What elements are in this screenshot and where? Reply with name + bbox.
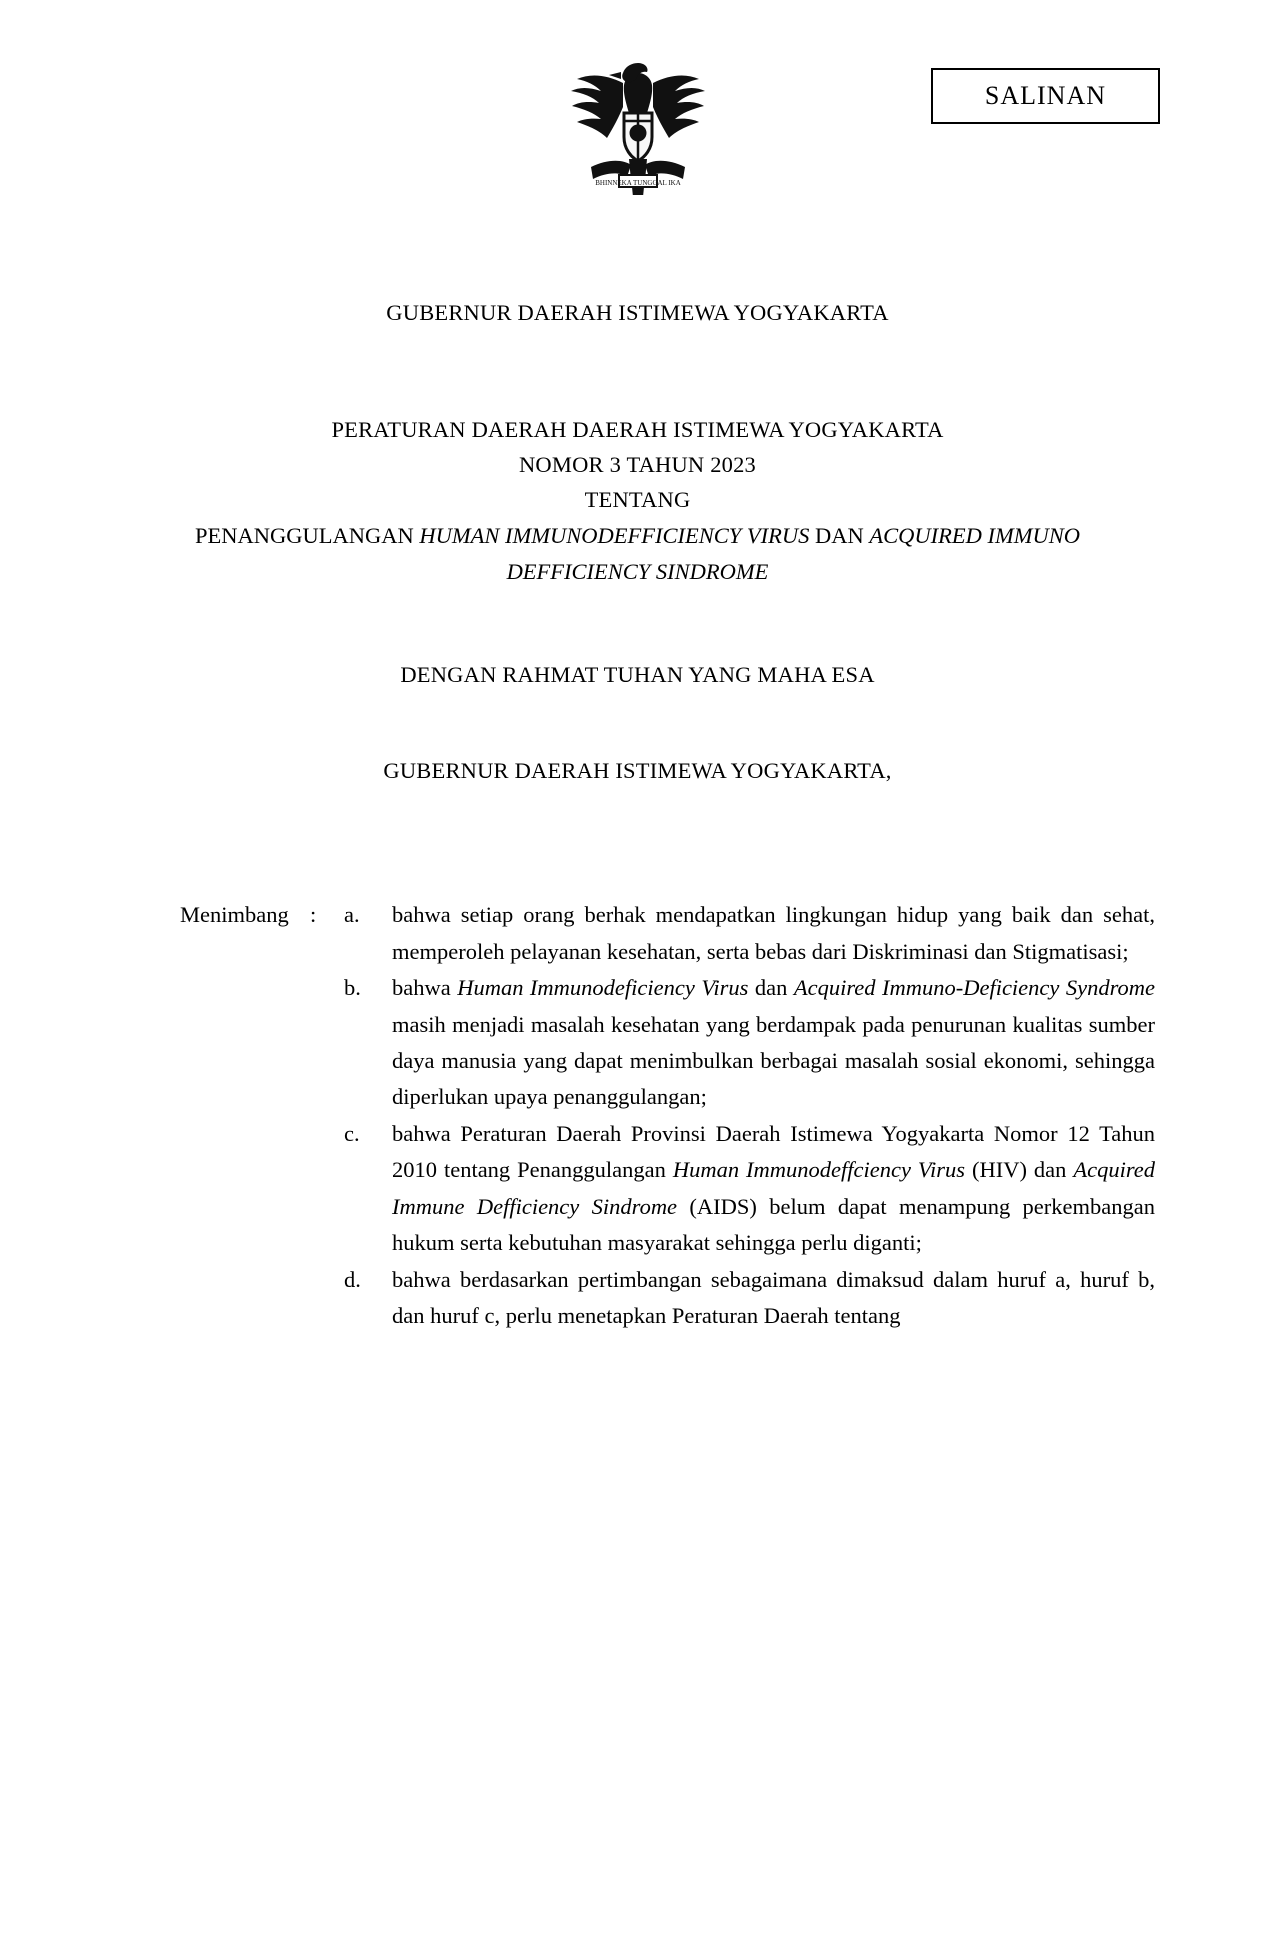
considerans-item-b bbox=[180, 970, 1155, 1116]
item-text-d: bahwa berdasarkan pertimbangan sebagaimana dimaksud dalam huruf a, huruf b, dan huruf c, perlu menetapkan Peraturan Daerah tentang bbox=[392, 1266, 1155, 1329]
item-letter-d: d. bbox=[344, 1266, 361, 1292]
considerans-item-c bbox=[180, 1116, 1155, 1262]
salinan-stamp: SALINAN bbox=[931, 68, 1160, 124]
item-letter-c: c. bbox=[344, 1120, 360, 1146]
title-line-1: PERATURAN DAERAH DAERAH ISTIMEWA YOGYAKARTA bbox=[331, 416, 944, 442]
item-text-a: bahwa setiap orang berhak mendapatkan lingkungan hidup yang baik dan sehat, memperoleh pelayanan kesehatan, serta bebas dari Diskriminasi dan Stigmatisasi; bbox=[392, 902, 1155, 964]
considerans-label: Menimbang bbox=[180, 902, 289, 928]
regulation-subject bbox=[150, 518, 1125, 590]
considerans-item-d bbox=[180, 1262, 1155, 1335]
title-line-3: TENTANG bbox=[584, 486, 691, 512]
item-text-c: bahwa Peraturan Daerah Provinsi Daerah Istimewa Yogyakarta Nomor 12 Tahun 2010 tentang Penanggulangan Human Immunodeffciency Virus (HIV) dan Acquired Immune Defficiency Sindrome (AIDS) belum dapat menampung perkembangan hukum serta kebutuhan masyarakat sehingga perlu diganti; bbox=[392, 1120, 1156, 1256]
garuda-pancasila-emblem bbox=[563, 55, 713, 195]
title-line-2: NOMOR 3 TAHUN 2023 bbox=[518, 451, 756, 477]
document-header bbox=[0, 0, 1275, 240]
considerans-section bbox=[0, 897, 1275, 1334]
svg-text:BHINNEKA TUNGGAL IKA: BHINNEKA TUNGGAL IKA bbox=[594, 179, 681, 187]
considerans-colon: : bbox=[310, 902, 317, 928]
subject-prefix: PENANGGULANGAN bbox=[195, 522, 420, 548]
regulation-title bbox=[0, 413, 1275, 590]
signatory-line: GUBERNUR DAERAH ISTIMEWA YOGYAKARTA, bbox=[383, 758, 892, 784]
issuer-heading: GUBERNUR DAERAH ISTIMEWA YOGYAKARTA bbox=[386, 300, 889, 325]
considerans-item-a bbox=[180, 897, 1155, 970]
item-text-b: bahwa Human Immunodeficiency Virus dan Acquired Immuno-Deficiency Syndrome masih menjadi masalah kesehatan yang berdampak pada penurunan kualitas sumber daya manusia yang dapat menimbulkan berbagai masalah sosial ekonomi, sehingga diperlukan upaya penanggulangan; bbox=[392, 975, 1156, 1110]
item-letter-b: b. bbox=[344, 975, 361, 1001]
subject-italic-1: HUMAN IMMUNODEFFICIENCY VIRUS bbox=[419, 522, 810, 548]
item-letter-a: a. bbox=[344, 902, 360, 928]
subject-mid: DAN bbox=[809, 522, 870, 548]
blessing-line: DENGAN RAHMAT TUHAN YANG MAHA ESA bbox=[400, 661, 875, 687]
subject-italic-2: ACQUIRED IMMUNO DEFFICIENCY SINDROME bbox=[506, 522, 1080, 584]
